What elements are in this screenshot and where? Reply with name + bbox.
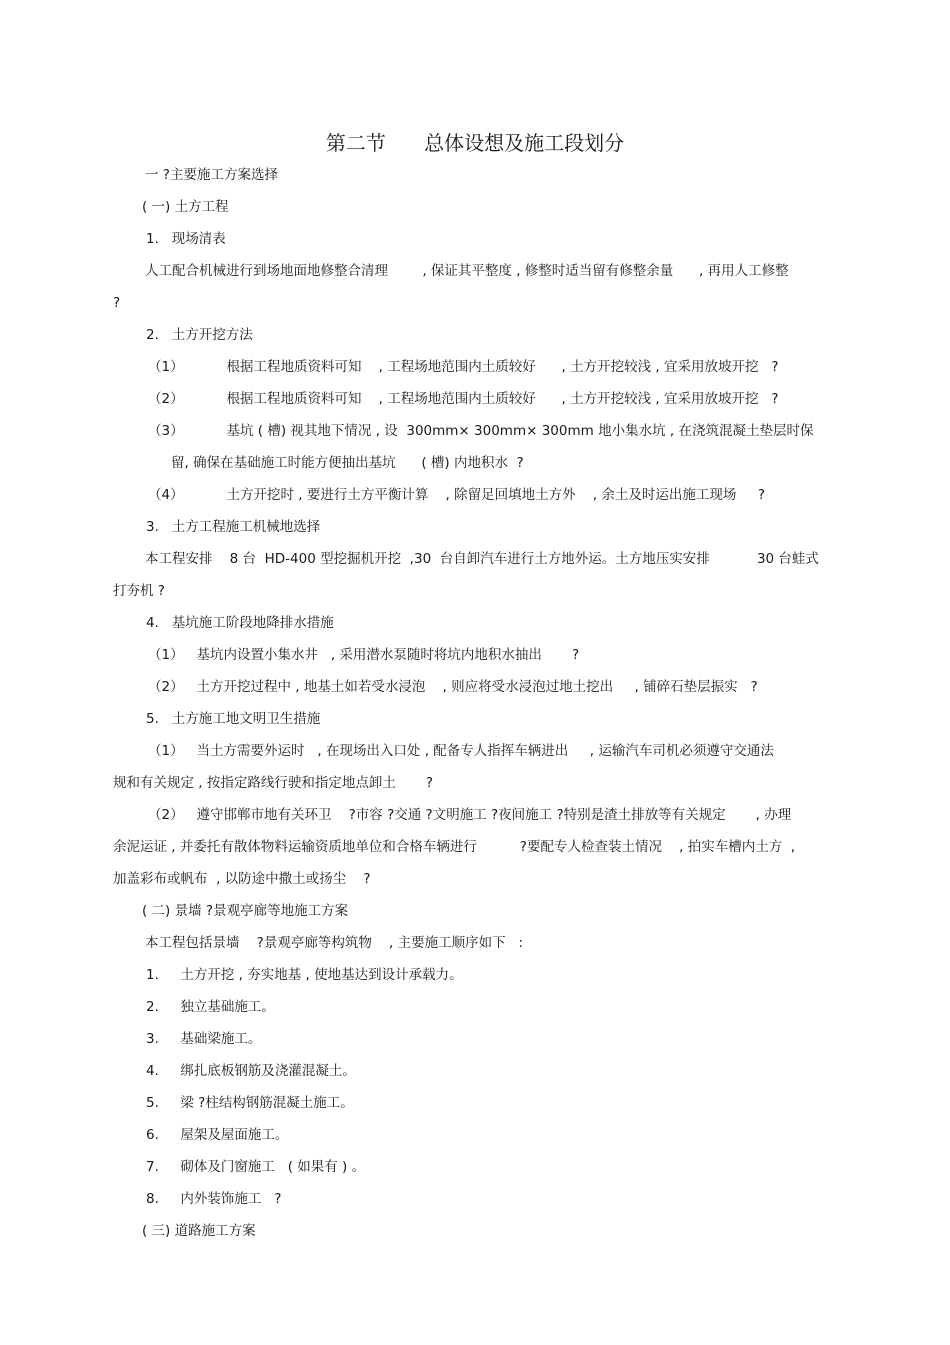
page-title: 第二节 总体设想及施工段划分 <box>325 131 625 155</box>
list-item: （1） 当土方需要外运时 , 在现场出入口处 , 配备专人指挥车辆进出 , 运输汽车司机必须遵守交通法 <box>148 743 774 759</box>
paragraph-line: 本工程包括景墙 ?景观亭廊等构筑物 , 主要施工顺序如下 : <box>145 935 523 951</box>
list-item: （2） 土方开挖过程中 , 地基土如若受水浸泡 , 则应将受水浸泡过地土挖出 , 铺碎石垫层振实 ? <box>148 679 758 695</box>
paragraph-line: 打夯机 ? <box>113 583 165 599</box>
paragraph-line: 余泥运证 , 并委托有散体物料运输资质地单位和合格车辆进行 ?要配专人检查装土情况 , 拍实车槽内土方 , <box>113 839 796 855</box>
item-heading: 1. 现场清表 <box>146 231 226 247</box>
list-item: （4） 土方开挖时 , 要进行土方平衡计算 , 除留足回填地土方外 , 余土及时运出施工现场 ? <box>148 487 765 503</box>
subsection-heading: ( 二) 景墙 ?景观亭廊等地施工方案 <box>142 903 349 919</box>
list-item: （2） 遵守邯郸市地有关环卫 ?市容 ?交通 ?文明施工 ?夜间施工 ?特别是渣土排放等有关规定 , 办理 <box>148 807 792 823</box>
subsection-heading: ( 三) 道路施工方案 <box>142 1223 256 1239</box>
list-item: 7. 砌体及门窗施工 ( 如果有 ) 。 <box>146 1159 366 1175</box>
section-heading: 一 ?主要施工方案选择 <box>145 167 278 183</box>
list-item: 2. 独立基础施工。 <box>146 999 275 1015</box>
list-item: 6. 屋架及屋面施工。 <box>146 1127 289 1143</box>
list-item: 4. 绑扎底板钢筋及浇灌混凝土。 <box>146 1063 356 1079</box>
list-item: 1. 土方开挖 , 夯实地基 , 使地基达到设计承载力。 <box>146 967 463 983</box>
list-item: （3） 基坑 ( 槽) 视其地下情况 , 设 300mm× 300mm× 300mm 地小集水坑 , 在浇筑混凝土垫层时保 <box>148 423 814 439</box>
paragraph-line: 加盖彩布或帆布 , 以防途中撒土或扬尘 ? <box>113 871 371 887</box>
paragraph-line: 人工配合机械进行到场地面地修整合清理 , 保证其平整度 , 修整时适当留有修整余量 , 再用人工修整 <box>145 263 789 279</box>
list-item: （1） 根据工程地质资料可知 , 工程场地范围内土质较好 , 土方开挖较浅 , 宜采用放坡开挖 ? <box>148 359 779 375</box>
paragraph-line: 留, 确保在基础施工时能方便抽出基坑 ( 槽) 内地积水 ? <box>171 455 524 471</box>
item-heading: 2. 土方开挖方法 <box>146 327 253 343</box>
list-item: （1） 基坑内设置小集水井 , 采用潜水泵随时将坑内地积水抽出 ? <box>148 647 580 663</box>
item-heading: 3. 土方工程施工机械地选择 <box>146 519 321 535</box>
list-item: （2） 根据工程地质资料可知 , 工程场地范围内土质较好 , 土方开挖较浅 , 宜采用放坡开挖 ? <box>148 391 779 407</box>
list-item: 8. 内外装饰施工 ? <box>146 1191 282 1207</box>
list-item: 3. 基础梁施工。 <box>146 1031 262 1047</box>
list-item: 5. 梁 ?柱结构钢筋混凝土施工。 <box>146 1095 354 1111</box>
subsection-heading: ( 一) 土方工程 <box>142 199 229 215</box>
item-heading: 5. 土方施工地文明卫生措施 <box>146 711 321 727</box>
item-heading: 4. 基坑施工阶段地降排水措施 <box>146 615 334 631</box>
paragraph-line: 规和有关规定 , 按指定路线行驶和指定地点卸土 ? <box>113 775 434 791</box>
paragraph-line: 本工程安排 8 台 HD-400 型挖掘机开挖 ,30 台自卸汽车进行土方地外运。土方地压实安排 30 台蛙式 <box>145 551 819 567</box>
paragraph-line: ? <box>113 295 121 311</box>
